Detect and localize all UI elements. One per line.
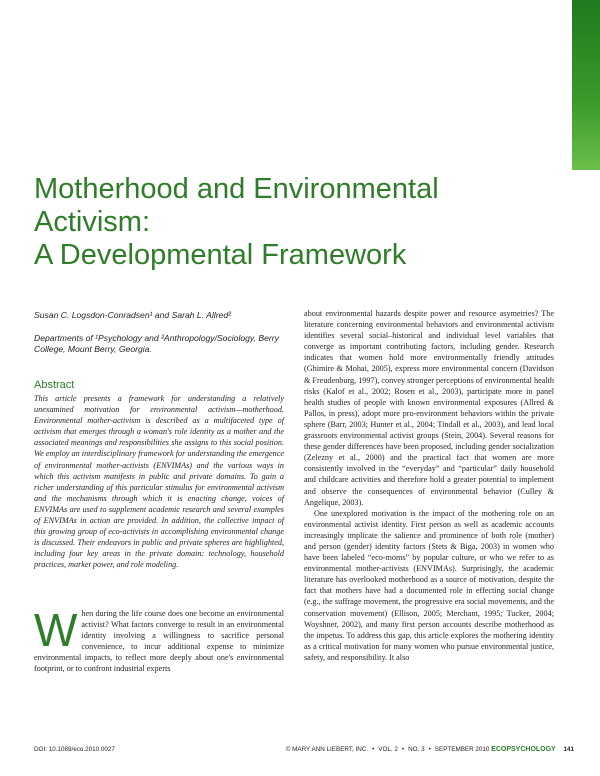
separator: • xyxy=(401,746,405,753)
journal-name: ECOPSYCHOLOGY xyxy=(491,746,556,753)
article-title xyxy=(34,173,554,272)
intro-text: hen during the life course does one become an environmental activist? What factors converge to result in an environmental identity involving a willingness to sacrifice personal convenience, to incur additional expense to minimize environmental impacts, to reflect more deeply about one's environmental footprint, or to confront industrial experts xyxy=(34,609,284,674)
title-line-1: Motherhood and Environmental Activism: xyxy=(34,173,439,238)
title-line-2: A Developmental Framework xyxy=(34,239,407,271)
page-footer xyxy=(34,744,574,756)
abstract-heading: Abstract xyxy=(34,379,75,391)
issue-number: NO. 3 xyxy=(408,746,425,753)
doi: DOI: 10.1089/eco.2010.0027 xyxy=(34,746,115,753)
issue-date: SEPTEMBER 2010 xyxy=(434,746,490,753)
separator: • xyxy=(428,746,431,753)
footer-right xyxy=(286,746,574,753)
volume: VOL. 2 xyxy=(378,746,398,753)
body-paragraph: One unexplored motivation is the impact of the mothering role on an environmental activist identity. First person as well as academic accounts increasingly implicate the salience and prominence of both role (mother) and person (gender) identity factors (Stets & Biga, 2003) in women who have been labeled “eco-moms” by popular culture, or who we refer to as environmental mother-activists (ENVIMAs). Surprisingly, the academic literature has overlooked motherhood as a source of motivation, despite the fact that mothers have had a documented role in effecting social change (e.g., the suffrage movement, the progressive era social movements, and the conservation movement) (Ellison, 2005; Merchant, 1995; Tucker, 2004; Woyshner, 2002), and many first person accounts describe motherhood as the impetus. To address this gap, this article explores the mothering identity as a critical motivation for many women who pursue environmental justice, safety, and responsibility. It also xyxy=(304,508,554,662)
right-column xyxy=(304,308,554,663)
page-number: 141 xyxy=(563,746,574,753)
abstract-text: This article presents a framework for understanding a relatively unexamined motivation for environmental activism—motherhood. Environmental mother-activism is described as a multifaceted type of activism that emerges through a woman's role identity as a mother and the associated meanings and responsibilities she assigns to this social position. We employ an interdisciplinary framework for understanding the emergence of environmental mother-activists (ENVIMAs) and the various ways in which this activism manifests in public and private domains. To gain a richer understanding of this particular stimulus for environmental activism and the mechanisms through which it is enacting change, voices of ENVIMAs are used to supplement academic research and several examples of ENVIMAs in action are provided. In addition, the collective impact of this growing group of eco-activists in accomplishing environmental change is discussed. Their endeavors in public and private spheres are highlighted, including four key areas in the private domain: technology, household practices, market power, and role modeling. xyxy=(34,394,284,570)
body-paragraph: about environmental hazards despite power and resource asymetries? The literature concerning environmental behaviors and environmental activism identifies several social–historical and individual level variables that converge as important contributing factors, including gender. Research indicates that women hold more environmentally friendly attitudes (Ghimire & Mohai, 2005), express more environmental concern (Davidson & Freudenburg, 1997), convey stronger perceptions of environmental health risks (Kalof et al., 2002; Rosen et al., 2003), participate more in panel health studies of people with known environmental exposures (Allred & Pallos, in press), adopt more pro-environment behaviors within the private sphere (Barr, 2003; Hunter et al., 2004; Tindall et al., 2003), and lead local grassroots environmental activist groups (Stein, 2004). Several reasons for these gender differences have been proposed, including gender socialization (Zelezny et al., 2000) and the practical fact that women are more consistently involved in the “everyday” and “particular” daily household and childcare activities and therefore hold a greater potential to implement and observe the consequences of environmental behavior (Culley & Angelique, 2003). xyxy=(304,309,554,507)
intro-paragraph xyxy=(34,604,284,675)
drop-cap: W xyxy=(34,604,78,656)
separator: • xyxy=(372,746,375,753)
green-accent-bar xyxy=(572,0,600,170)
affiliation: Departments of ¹Psychology and ²Anthropology/Sociology, Berry College, Mount Berry, Georgia. xyxy=(34,333,279,354)
authors: Susan C. Logsdon-Conradsen¹ and Sarah L. Allred² xyxy=(34,310,231,320)
publisher: © MARY ANN LIEBERT, INC. xyxy=(285,746,369,753)
